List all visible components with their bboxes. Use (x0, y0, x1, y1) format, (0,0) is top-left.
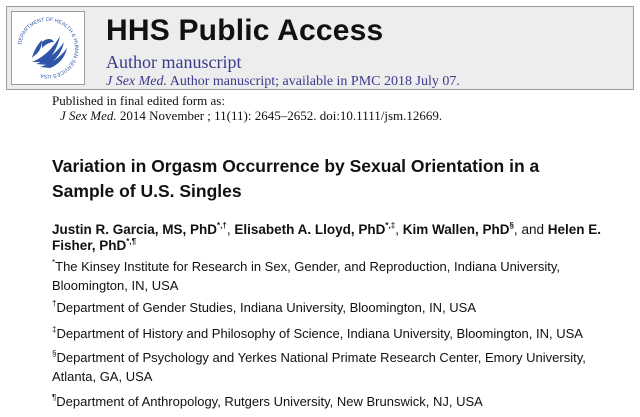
hhs-eagle-icon (12, 12, 84, 84)
author-separator: , (513, 222, 522, 237)
affiliation-text: Department of Gender Studies, Indiana University, Bloomington, IN, USA (56, 300, 477, 315)
author-marks: *,‡ (385, 221, 396, 230)
affiliation-item (52, 257, 592, 295)
author-list (52, 222, 612, 254)
affiliation-mark: † (52, 299, 57, 308)
affiliation-item (52, 298, 592, 317)
availability-line (106, 74, 460, 90)
author-name: Kim Wallen, PhD (402, 222, 510, 237)
author-name: Justin R. Garcia, MS, PhD (52, 222, 218, 237)
author-name: Elisabeth A. Lloyd, PhD (234, 222, 386, 237)
journal-abbrev: J Sex Med. (106, 74, 168, 89)
hhs-banner (6, 6, 634, 90)
author-marks: *,¶ (126, 237, 137, 246)
author-separator: , (395, 222, 403, 237)
affiliation-item (52, 392, 592, 411)
hhs-title: HHS Public Access (106, 14, 384, 47)
citation-detail: 2014 November ; 11(11): 2645–2652. doi:10.1111/jsm.12669. (116, 108, 443, 123)
author-manuscript-label: Author manuscript (106, 52, 242, 72)
logo-ring-text: DEPARTMENT OF HEALTH & HUMAN SERVICES·USA (17, 16, 80, 80)
affiliation-mark: * (52, 258, 56, 267)
affiliation-item (52, 348, 592, 386)
author-marks: § (509, 221, 514, 230)
author-separator: , (226, 222, 235, 237)
affiliation-item (52, 324, 592, 343)
affiliation-mark: § (52, 349, 57, 358)
affiliation-mark: ¶ (52, 393, 57, 402)
author-name: Helen E. Fisher, PhD (52, 222, 601, 253)
paper-title: Variation in Orgasm Occurrence by Sexual Orientation in a Sample of U.S. Singles (52, 156, 540, 201)
affiliation-text: Department of History and Philosophy of Science, Indiana University, Bloomington, IN, USA (56, 326, 583, 341)
availability-text: Author manuscript; available in PMC 2018 July 07. (167, 74, 460, 89)
published-citation (60, 108, 442, 124)
citation-journal: J Sex Med. (60, 108, 117, 123)
affiliation-text: Department of Psychology and Yerkes National Primate Research Center, Emory University, Atlanta, GA, USA (52, 350, 586, 384)
author-conjunction: and (521, 222, 548, 237)
affiliation-text: The Kinsey Institute for Research in Sex, Gender, and Reproduction, Indiana University, Bloomington, IN, USA (52, 259, 560, 293)
affiliation-text: Department of Anthropology, Rutgers University, New Brunswick, NJ, USA (56, 394, 483, 409)
published-label: Published in final edited form as: (52, 93, 225, 108)
affiliation-mark: ‡ (52, 325, 57, 334)
hhs-logo (11, 11, 85, 85)
author-marks: *,† (217, 221, 227, 230)
